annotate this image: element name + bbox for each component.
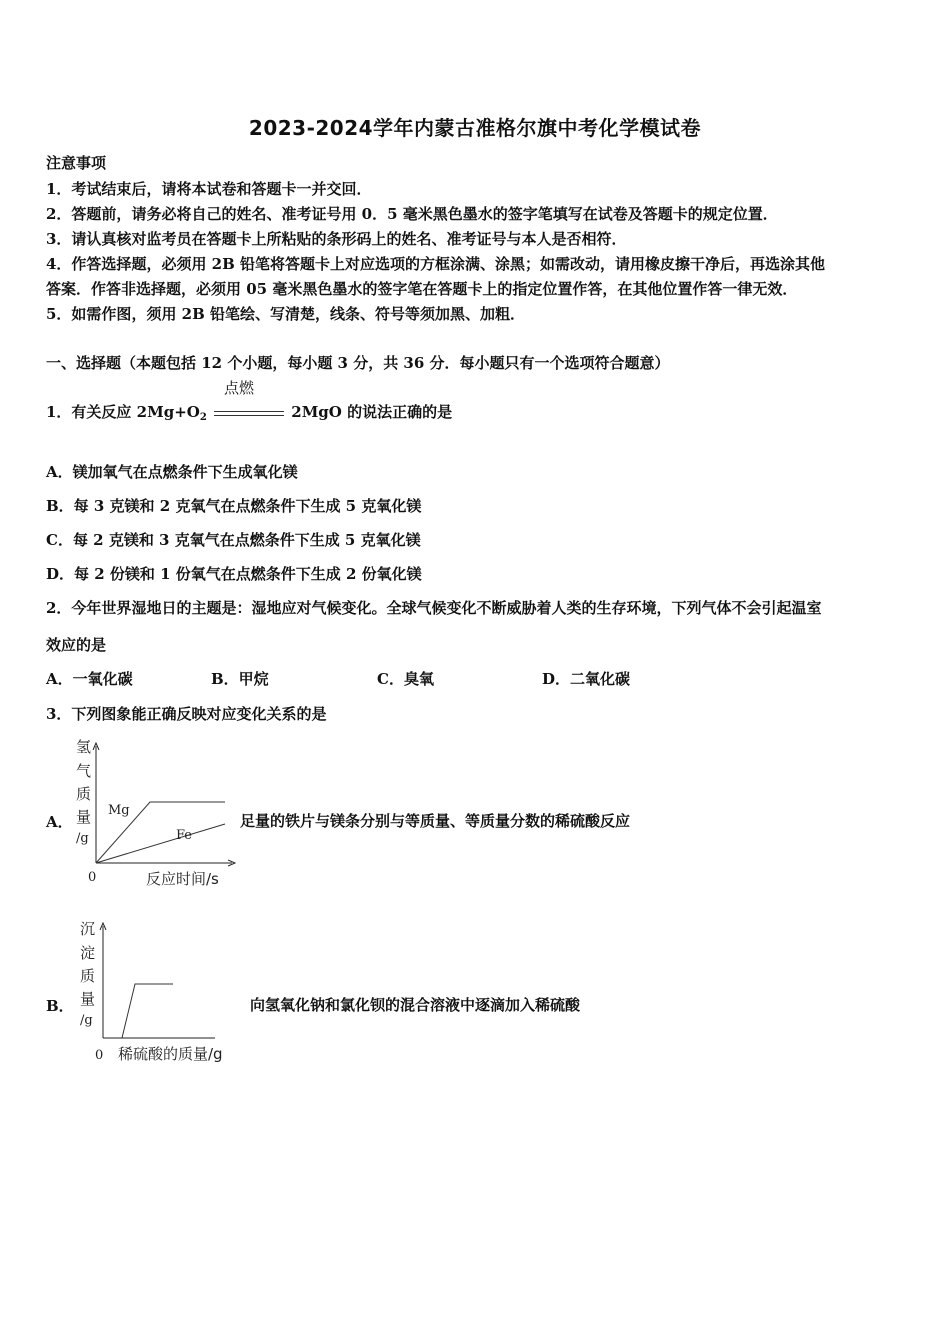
q1-option-d: D．每 2 份镁和 1 份氧气在点燃条件下生成 2 份氧化镁 [46, 565, 422, 583]
y-label-char: 氢 [76, 738, 92, 756]
q1-option-a: A．镁加氧气在点燃条件下生成氧化镁 [46, 463, 298, 481]
graph-precipitate-mass [70, 914, 250, 1064]
page-title: 2023-2024学年内蒙古准格尔旗中考化学模试卷 [248, 116, 702, 140]
y-label-char: 量 [80, 990, 96, 1008]
fe-label: Fe [176, 828, 193, 843]
q2-option-c: C．臭氧 [377, 670, 434, 688]
precipitate-line [122, 984, 173, 1038]
notice-item: 5．如需作图，须用 2B 铅笔绘、写清楚，线条、符号等须加黑、加粗． [46, 305, 525, 323]
y-label-char: 质 [76, 785, 92, 803]
equals-bar-top [214, 411, 284, 412]
y-label-char: 质 [80, 967, 96, 985]
question-1-stem [46, 379, 453, 423]
origin-label: 0 [95, 1048, 104, 1063]
reaction-condition: 点燃 [224, 379, 255, 397]
q3-option-a-description: 足量的铁片与镁条分别与等质量、等质量分数的稀硫酸反应 [240, 812, 631, 830]
notice-item: 3．请认真核对监考员在答题卡上所粘贴的条形码上的姓名、准考证号与本人是否相符． [46, 230, 627, 248]
question-2-stem-cont: 效应的是 [46, 636, 107, 654]
reaction-arrow [214, 379, 284, 423]
q3-option-b-description: 向氢氧化钠和氯化钡的混合溶液中逐滴加入稀硫酸 [250, 996, 581, 1014]
q3-option-b-letter: B． [46, 997, 74, 1015]
notice-item: 4．作答选择题，必须用 2B 铅笔将答题卡上对应选项的方框涂满、涂黑；如需改动，请用橡皮擦干净后，再选涂其他 [46, 255, 826, 273]
q3-option-a-letter: A． [46, 813, 73, 831]
y-label-unit: /g [76, 831, 89, 846]
y-label-char: 气 [76, 762, 92, 780]
fe-line [96, 824, 225, 863]
notice-heading: 注意事项 [46, 154, 107, 172]
section-heading: 一、选择题（本题包括 12 个小题，每小题 3 分，共 36 分．每小题只有一个选项符合题意） [46, 354, 670, 372]
y-label-char: 沉 [80, 920, 96, 938]
q1-subscript: 2 [199, 412, 207, 423]
notice-item: 2．答题前，请务必将自己的姓名、准考证号用 0．5 毫米黑色墨水的签字笔填写在试卷及答题卡的规定位置． [46, 205, 778, 223]
q2-option-b: B．甲烷 [211, 670, 269, 688]
x-axis-label: 稀硫酸的质量/g [118, 1045, 223, 1063]
y-label-char: 量 [76, 808, 92, 826]
origin-label: 0 [88, 870, 97, 885]
q1-prefix: 1．有关反应 2Mg+O [46, 403, 200, 421]
question-3-stem: 3．下列图象能正确反映对应变化关系的是 [46, 705, 327, 723]
q2-option-d: D．二氧化碳 [542, 670, 631, 688]
y-label-char: 淀 [80, 944, 96, 962]
q1-option-b: B．每 3 克镁和 2 克氧气在点燃条件下生成 5 克氧化镁 [46, 497, 422, 515]
notice-item: 答案．作答非选择题，必须用 05 毫米黑色墨水的签字笔在答题卡上的指定位置作答，在其他位置作答一律无效． [46, 280, 798, 298]
notice-item: 1．考试结束后，请将本试卷和答题卡一并交回． [46, 180, 372, 198]
q2-option-a: A．一氧化碳 [46, 670, 133, 688]
y-label-unit: /g [80, 1013, 93, 1028]
q1-option-c: C．每 2 克镁和 3 克氧气在点燃条件下生成 5 克氧化镁 [46, 531, 421, 549]
x-axis-label: 反应时间/s [146, 870, 219, 888]
equals-bar-bottom [214, 415, 284, 416]
q1-suffix: 2MgO 的说法正确的是 [291, 403, 453, 421]
graph-hydrogen-mass [70, 732, 240, 892]
question-2-stem: 2．今年世界湿地日的主题是：湿地应对气候变化。全球气候变化不断威胁着人类的生存环境，下列气体不会引起温室 [46, 599, 822, 617]
mg-label: Mg [108, 803, 130, 818]
